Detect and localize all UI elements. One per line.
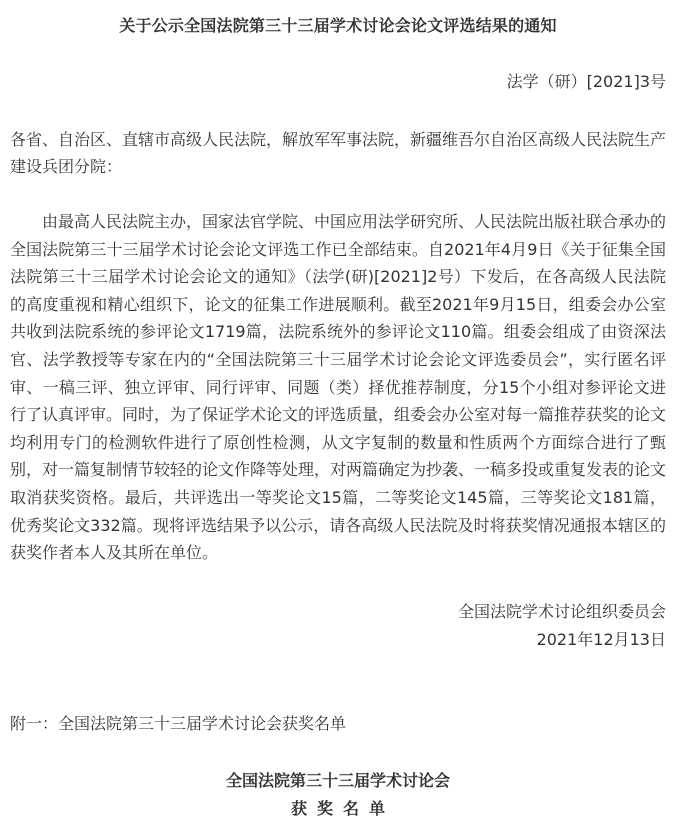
award-list-title: 全国法院第三十三届学术讨论会 — [225, 771, 450, 790]
addressee: 各省、自治区、直辖市高级人民法院，解放军军事法院，新疆维吾尔自治区高级人民法院生产建设兵团分院： — [10, 130, 667, 176]
body-paragraph: 由最高人民法院主办，国家法官学院、中国应用法学研究所、人民法院出版社联合承办的全国法院第三十三届学术讨论会论文评选工作已全部结束。自2021年4月9日《关于征集全国法院第三十三届学术讨论会论文的通知》（法学(研)[2021]2号）下发后，在各高级人民法院的高度重视和精心组织下，论文的征集工作进展顺利。截至2021年9月15日，组委会办公室共收到法院系统的参评论文1719篇，法院系统外的参评论文110篇。组委会组成了由资深法官、法学教授等专家在内的“全国法院第三十三届学术讨论会论文评选委员会”，实行匿名评审、一稿三评、独立评审、同行评审、同题（类）择优推荐制度，分15个小组对参评论文进行了认真评审。同时，为了保证学术论文的评选质量，组委会办公室对每一篇推荐获奖的论文均利用专门的检测软件进行了原创性检测，从文字复制的数量和性质两个方面综合进行了甄别，对一篇复制情节较轻的论文作降等处理，对两篇确定为抄袭、一稿多投或重复发表的论文取消获奖资格。最后，共评选出一等奖论文15篇，二等奖论文145篇，三等奖论文181篇，优秀奖论文332篇。现将评选结果予以公示，请各高级人民法院及时将获奖情况通报本辖区的获奖作者本人及其所在单位。 — [10, 212, 667, 563]
signature-organization: 全国法院学术讨论组织委员会 — [457, 602, 666, 621]
document-title: 关于公示全国法院第三十三届学术讨论会论文评选结果的通知 — [119, 16, 557, 35]
signature-date: 2021年12月13日 — [536, 630, 666, 649]
document-number: 法学（研）[2021]3号 — [506, 72, 666, 91]
award-list-subtitle: 获奖名单 — [290, 799, 395, 818]
attachment-label: 附一：全国法院第三十三届学术讨论会获奖名单 — [10, 714, 347, 733]
